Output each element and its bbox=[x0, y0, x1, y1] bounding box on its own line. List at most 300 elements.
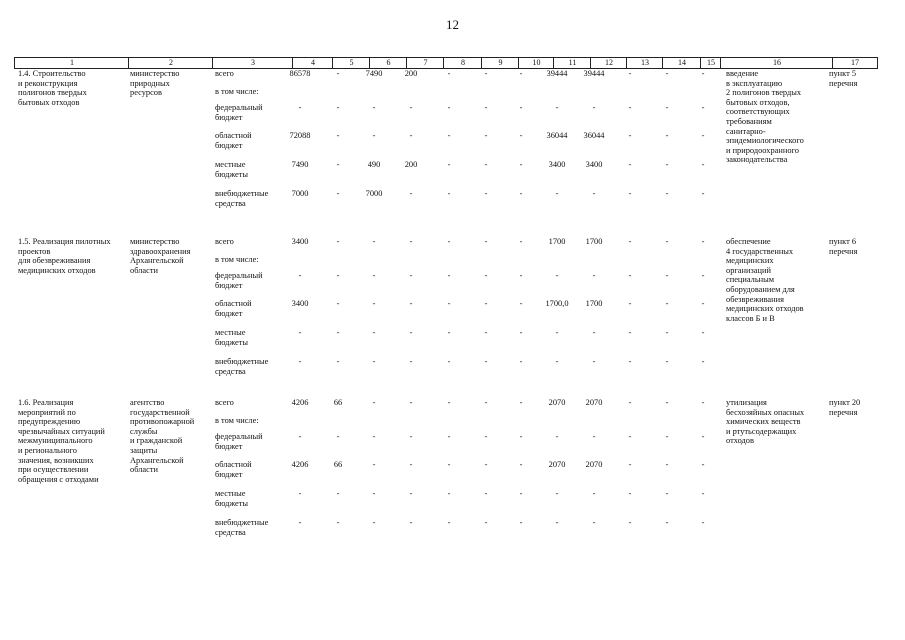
value-cell: - bbox=[447, 103, 451, 112]
section-result-line: бытовых отходов, bbox=[726, 97, 790, 107]
value-cell: 4206 bbox=[291, 398, 309, 407]
funding-label-line: бюджеты bbox=[215, 169, 249, 179]
value-cell: - bbox=[665, 398, 669, 407]
value-cell: - bbox=[484, 328, 488, 337]
value-cell: - bbox=[519, 271, 523, 280]
value-cell: - bbox=[336, 299, 340, 308]
value-cell: - bbox=[409, 131, 413, 140]
value-cell: 1700 bbox=[585, 299, 603, 308]
section-result-line: 4 государственных bbox=[726, 246, 794, 256]
section-reference bbox=[829, 398, 860, 417]
section-reference-line: пункт 20 bbox=[829, 398, 861, 407]
header-divider bbox=[369, 58, 370, 68]
value-cell: - bbox=[628, 518, 632, 527]
value-cell: 7000 bbox=[291, 189, 309, 198]
section-executor-line: ресурсов bbox=[130, 88, 162, 98]
value-cell: - bbox=[447, 160, 451, 169]
value-cell: - bbox=[409, 518, 413, 527]
value-cell: - bbox=[592, 328, 596, 337]
value-cell: 490 bbox=[367, 160, 381, 169]
value-cell: - bbox=[628, 299, 632, 308]
section-title-line: 1.5. Реализация пилотных bbox=[18, 237, 111, 246]
funding-label-line: в том числе: bbox=[215, 416, 259, 425]
section-executor-line: министерство bbox=[130, 237, 180, 246]
value-cell: - bbox=[484, 69, 488, 78]
value-cell: 36044 bbox=[583, 131, 605, 140]
value-cell: - bbox=[665, 518, 669, 527]
header-col-11: 11 bbox=[568, 58, 577, 67]
value-cell: - bbox=[555, 328, 559, 337]
value-cell: - bbox=[336, 131, 340, 140]
value-cell: - bbox=[592, 103, 596, 112]
value-cell: 2070 bbox=[548, 460, 566, 469]
header-col-17: 17 bbox=[851, 58, 859, 67]
value-cell: - bbox=[409, 103, 413, 112]
funding-label bbox=[215, 255, 259, 265]
section-result-line: утилизация bbox=[726, 398, 767, 407]
value-cell: - bbox=[665, 489, 669, 498]
value-cell: - bbox=[447, 69, 451, 78]
value-cell: - bbox=[628, 160, 632, 169]
value-cell: - bbox=[447, 299, 451, 308]
section-title-line: 1.4. Строительство bbox=[18, 69, 86, 78]
value-cell: 39444 bbox=[546, 69, 568, 78]
value-cell: - bbox=[628, 460, 632, 469]
value-cell: - bbox=[484, 489, 488, 498]
value-cell: 39444 bbox=[583, 69, 605, 78]
section-title-line: для обезвреживания bbox=[18, 256, 91, 266]
funding-label bbox=[215, 460, 252, 479]
value-cell: - bbox=[665, 328, 669, 337]
funding-label-line: в том числе: bbox=[215, 255, 259, 264]
value-cell: - bbox=[701, 103, 705, 112]
value-cell: 3400 bbox=[291, 299, 309, 308]
section-reference bbox=[829, 237, 857, 256]
value-cell: - bbox=[628, 103, 632, 112]
value-cell: - bbox=[484, 103, 488, 112]
section-reference-line: пункт 5 bbox=[829, 69, 857, 78]
funding-label-line: местные bbox=[215, 328, 246, 337]
section-result-line: соответствующих bbox=[726, 107, 790, 117]
value-cell: - bbox=[628, 271, 632, 280]
section-title-line: мероприятий по bbox=[18, 407, 76, 417]
funding-label bbox=[215, 69, 234, 79]
value-cell: - bbox=[555, 357, 559, 366]
header-col-16: 16 bbox=[773, 58, 781, 67]
value-cell: - bbox=[628, 328, 632, 337]
section-title-line: полигонов твердых bbox=[18, 88, 87, 98]
section-title bbox=[18, 398, 105, 484]
value-cell: 86578 bbox=[289, 69, 311, 78]
section-result-line: законодательства bbox=[726, 155, 788, 165]
value-cell: - bbox=[519, 432, 523, 441]
value-cell: - bbox=[372, 103, 376, 112]
section-title-line: значения, возникших bbox=[18, 455, 94, 465]
section-executor-line: области bbox=[130, 465, 158, 475]
section-executor bbox=[130, 69, 180, 98]
value-cell: - bbox=[447, 518, 451, 527]
value-cell: - bbox=[519, 69, 523, 78]
value-cell: - bbox=[484, 518, 488, 527]
value-cell: - bbox=[592, 518, 596, 527]
value-cell: - bbox=[484, 357, 488, 366]
header-divider bbox=[406, 58, 407, 68]
value-cell: - bbox=[701, 398, 705, 407]
value-cell: 2070 bbox=[585, 398, 603, 407]
value-cell: - bbox=[519, 357, 523, 366]
header-divider bbox=[626, 58, 627, 68]
value-cell: - bbox=[592, 189, 596, 198]
header-divider bbox=[128, 58, 129, 68]
section-reference-line: перечня bbox=[829, 246, 858, 256]
funding-label bbox=[215, 131, 252, 150]
section-result-line: и ртутьсодержащих bbox=[726, 426, 797, 436]
value-cell: - bbox=[409, 489, 413, 498]
value-cell: - bbox=[701, 460, 705, 469]
value-cell: - bbox=[372, 271, 376, 280]
funding-label-line: бюджет bbox=[215, 308, 243, 318]
value-cell: - bbox=[701, 299, 705, 308]
value-cell: - bbox=[447, 489, 451, 498]
value-cell: 72088 bbox=[289, 131, 311, 140]
funding-label bbox=[215, 328, 248, 347]
value-cell: - bbox=[701, 357, 705, 366]
value-cell: - bbox=[447, 271, 451, 280]
funding-label-line: всего bbox=[215, 69, 234, 78]
value-cell: 200 bbox=[404, 160, 418, 169]
value-cell: - bbox=[519, 131, 523, 140]
value-cell: - bbox=[701, 271, 705, 280]
funding-label bbox=[215, 237, 234, 247]
value-cell: 3400 bbox=[291, 237, 309, 246]
funding-label bbox=[215, 160, 248, 179]
section-executor-line: Архангельской bbox=[130, 455, 184, 465]
section-title-line: и реконструкция bbox=[18, 78, 78, 88]
header-col-3: 3 bbox=[251, 58, 255, 67]
header-divider bbox=[443, 58, 444, 68]
value-cell: 2070 bbox=[548, 398, 566, 407]
section-title-line: 1.6. Реализация bbox=[18, 398, 74, 407]
section-executor-line: защиты bbox=[130, 445, 158, 455]
funding-label bbox=[215, 432, 263, 451]
value-cell: - bbox=[298, 518, 302, 527]
funding-label bbox=[215, 398, 234, 408]
value-cell: - bbox=[665, 189, 669, 198]
funding-label-line: областной bbox=[215, 460, 252, 469]
value-cell: - bbox=[336, 357, 340, 366]
value-cell: - bbox=[701, 489, 705, 498]
section-title-line: чрезвычайных ситуаций bbox=[18, 426, 105, 436]
value-cell: - bbox=[665, 357, 669, 366]
value-cell: - bbox=[298, 489, 302, 498]
value-cell: - bbox=[447, 328, 451, 337]
section-result-line: 2 полигонов твердых bbox=[726, 88, 802, 98]
value-cell: - bbox=[592, 357, 596, 366]
value-cell: - bbox=[519, 328, 523, 337]
value-cell: - bbox=[484, 460, 488, 469]
section-title bbox=[18, 69, 87, 107]
value-cell: - bbox=[592, 489, 596, 498]
value-cell: - bbox=[336, 432, 340, 441]
section-reference-line: пункт 6 bbox=[829, 237, 857, 246]
funding-label-line: бюджет bbox=[215, 280, 243, 290]
value-cell: - bbox=[665, 460, 669, 469]
value-cell: - bbox=[336, 103, 340, 112]
section-title-line: при осуществлении bbox=[18, 465, 89, 475]
value-cell: 66 bbox=[333, 460, 343, 469]
value-cell: - bbox=[336, 489, 340, 498]
header-col-4: 4 bbox=[311, 58, 315, 67]
funding-label-line: внебюджетные bbox=[215, 189, 269, 198]
value-cell: - bbox=[484, 160, 488, 169]
section-result-line: в эксплуатацию bbox=[726, 78, 783, 88]
header-col-14: 14 bbox=[678, 58, 686, 67]
section-executor-line: и гражданской bbox=[130, 436, 183, 446]
value-cell: - bbox=[701, 131, 705, 140]
value-cell: - bbox=[484, 398, 488, 407]
section-result-line: специальным bbox=[726, 275, 775, 285]
value-cell: - bbox=[555, 489, 559, 498]
value-cell: - bbox=[372, 460, 376, 469]
section-executor-line: здравоохранения bbox=[130, 246, 191, 256]
funding-label-line: средства bbox=[215, 366, 246, 376]
section-result-line: обезвреживания bbox=[726, 294, 784, 304]
funding-label-line: бюджеты bbox=[215, 498, 249, 508]
value-cell: - bbox=[409, 299, 413, 308]
value-cell: 66 bbox=[333, 398, 343, 407]
funding-label-line: бюджет bbox=[215, 469, 243, 479]
value-cell: - bbox=[519, 460, 523, 469]
section-title-line: медицинских отходов bbox=[18, 265, 96, 275]
value-cell: - bbox=[372, 398, 376, 407]
header-col-5: 5 bbox=[349, 58, 354, 67]
value-cell: - bbox=[372, 357, 376, 366]
value-cell: - bbox=[665, 69, 669, 78]
section-result-line: обеспечение bbox=[726, 237, 771, 246]
value-cell: - bbox=[447, 460, 451, 469]
value-cell: - bbox=[336, 518, 340, 527]
value-cell: - bbox=[701, 160, 705, 169]
value-cell: - bbox=[447, 432, 451, 441]
funding-label-line: бюджеты bbox=[215, 337, 249, 347]
header-divider bbox=[720, 58, 721, 68]
value-cell: - bbox=[701, 69, 705, 78]
value-cell: 1700 bbox=[585, 237, 603, 246]
section-executor-line: агентство bbox=[130, 398, 165, 407]
value-cell: - bbox=[298, 271, 302, 280]
value-cell: - bbox=[447, 357, 451, 366]
value-cell: - bbox=[484, 189, 488, 198]
value-cell: - bbox=[409, 357, 413, 366]
value-cell: - bbox=[519, 237, 523, 246]
value-cell: - bbox=[336, 237, 340, 246]
section-executor-line: противопожарной bbox=[130, 417, 195, 427]
value-cell: - bbox=[701, 328, 705, 337]
value-cell: - bbox=[519, 160, 523, 169]
section-result bbox=[726, 398, 804, 446]
section-result-line: организаций bbox=[726, 265, 771, 275]
header-col-12: 12 bbox=[605, 58, 613, 67]
value-cell: - bbox=[555, 271, 559, 280]
header-col-7: 7 bbox=[423, 58, 428, 67]
value-cell: - bbox=[484, 432, 488, 441]
section-title-line: проектов bbox=[18, 246, 51, 256]
header-divider bbox=[700, 58, 701, 68]
value-cell: - bbox=[372, 131, 376, 140]
section-result-line: химических веществ bbox=[726, 417, 801, 427]
value-cell: - bbox=[701, 189, 705, 198]
value-cell: - bbox=[628, 131, 632, 140]
value-cell: 7000 bbox=[365, 189, 383, 198]
header-col-1: 1 bbox=[70, 58, 74, 67]
section-result bbox=[726, 69, 804, 165]
funding-label-line: областной bbox=[215, 131, 252, 140]
funding-label bbox=[215, 357, 268, 376]
section-result-line: оборудованием для bbox=[726, 284, 795, 294]
value-cell: - bbox=[298, 328, 302, 337]
value-cell: - bbox=[336, 69, 340, 78]
value-cell: - bbox=[628, 398, 632, 407]
funding-label-line: средства bbox=[215, 527, 246, 537]
value-cell: 4206 bbox=[291, 460, 309, 469]
section-result-line: эпидемиологического bbox=[726, 136, 804, 146]
funding-label-line: бюджет bbox=[215, 140, 243, 150]
value-cell: - bbox=[665, 131, 669, 140]
value-cell: - bbox=[447, 237, 451, 246]
value-cell: - bbox=[372, 432, 376, 441]
value-cell: - bbox=[519, 489, 523, 498]
section-executor-line: области bbox=[130, 265, 158, 275]
section-title bbox=[18, 237, 111, 275]
header-divider bbox=[518, 58, 519, 68]
value-cell: - bbox=[592, 271, 596, 280]
value-cell: - bbox=[484, 299, 488, 308]
funding-label-line: бюджет bbox=[215, 441, 243, 451]
funding-label-line: местные bbox=[215, 489, 246, 498]
value-cell: - bbox=[336, 271, 340, 280]
value-cell: - bbox=[372, 299, 376, 308]
value-cell: - bbox=[665, 271, 669, 280]
value-cell: - bbox=[628, 69, 632, 78]
section-result bbox=[726, 237, 804, 323]
table-header bbox=[14, 57, 878, 69]
section-executor bbox=[130, 237, 191, 275]
value-cell: - bbox=[701, 518, 705, 527]
value-cell: - bbox=[484, 131, 488, 140]
section-result-line: введение bbox=[726, 69, 759, 78]
section-result-line: отходов bbox=[726, 436, 754, 446]
funding-label-line: бюджет bbox=[215, 112, 243, 122]
header-col-10: 10 bbox=[532, 58, 541, 67]
value-cell: - bbox=[519, 398, 523, 407]
value-cell: - bbox=[628, 357, 632, 366]
section-executor-line: министерство bbox=[130, 69, 180, 78]
value-cell: - bbox=[298, 432, 302, 441]
value-cell: 200 bbox=[404, 69, 418, 78]
value-cell: - bbox=[592, 432, 596, 441]
value-cell: - bbox=[372, 328, 376, 337]
value-cell: - bbox=[372, 237, 376, 246]
funding-label bbox=[215, 299, 252, 318]
value-cell: - bbox=[484, 271, 488, 280]
funding-label bbox=[215, 103, 263, 122]
funding-label bbox=[215, 189, 268, 208]
value-cell: - bbox=[409, 189, 413, 198]
header-divider bbox=[662, 58, 663, 68]
header-col-13: 13 bbox=[641, 58, 649, 67]
value-cell: - bbox=[336, 160, 340, 169]
value-cell: - bbox=[298, 103, 302, 112]
section-reference bbox=[829, 69, 857, 88]
value-cell: - bbox=[701, 237, 705, 246]
value-cell: - bbox=[555, 518, 559, 527]
section-result-line: медицинских отходов bbox=[726, 304, 804, 314]
value-cell: - bbox=[519, 189, 523, 198]
section-title-line: обращения с отходами bbox=[18, 474, 99, 484]
value-cell: - bbox=[519, 518, 523, 527]
section-reference-line: перечня bbox=[829, 78, 858, 88]
value-cell: 1700 bbox=[548, 237, 566, 246]
value-cell: - bbox=[555, 189, 559, 198]
value-cell: - bbox=[665, 237, 669, 246]
value-cell: - bbox=[409, 460, 413, 469]
value-cell: - bbox=[555, 432, 559, 441]
header-col-15: 15 bbox=[707, 58, 715, 67]
value-cell: 2070 bbox=[585, 460, 603, 469]
funding-label bbox=[215, 489, 248, 508]
value-cell: - bbox=[628, 489, 632, 498]
section-executor-line: Архангельской bbox=[130, 256, 184, 266]
funding-label-line: внебюджетные bbox=[215, 357, 269, 366]
section-title-line: и регионального bbox=[18, 445, 77, 455]
funding-label-line: всего bbox=[215, 398, 234, 407]
section-result-line: и природоохранного bbox=[726, 145, 799, 155]
header-divider bbox=[553, 58, 554, 68]
section-result-line: санитарно- bbox=[726, 126, 766, 136]
value-cell: - bbox=[372, 489, 376, 498]
value-cell: - bbox=[555, 103, 559, 112]
header-divider bbox=[481, 58, 482, 68]
value-cell: - bbox=[665, 432, 669, 441]
value-cell: - bbox=[372, 518, 376, 527]
funding-label-line: федеральный bbox=[215, 271, 263, 280]
value-cell: - bbox=[409, 432, 413, 441]
funding-label bbox=[215, 416, 259, 426]
value-cell: 1700,0 bbox=[545, 299, 569, 308]
value-cell: 3400 bbox=[585, 160, 603, 169]
funding-label-line: областной bbox=[215, 299, 252, 308]
section-reference-line: перечня bbox=[829, 407, 858, 417]
funding-label-line: местные bbox=[215, 160, 246, 169]
value-cell: - bbox=[447, 189, 451, 198]
value-cell: - bbox=[336, 189, 340, 198]
funding-label bbox=[215, 271, 263, 290]
header-col-8: 8 bbox=[461, 58, 465, 67]
value-cell: - bbox=[519, 299, 523, 308]
value-cell: - bbox=[409, 271, 413, 280]
value-cell: - bbox=[336, 328, 340, 337]
section-executor-line: государственной bbox=[130, 407, 190, 417]
value-cell: 36044 bbox=[546, 131, 568, 140]
value-cell: - bbox=[409, 328, 413, 337]
value-cell: - bbox=[701, 432, 705, 441]
header-divider bbox=[832, 58, 833, 68]
funding-label-line: внебюджетные bbox=[215, 518, 269, 527]
value-cell: - bbox=[519, 103, 523, 112]
value-cell: - bbox=[628, 189, 632, 198]
header-divider bbox=[332, 58, 333, 68]
value-cell: - bbox=[298, 357, 302, 366]
